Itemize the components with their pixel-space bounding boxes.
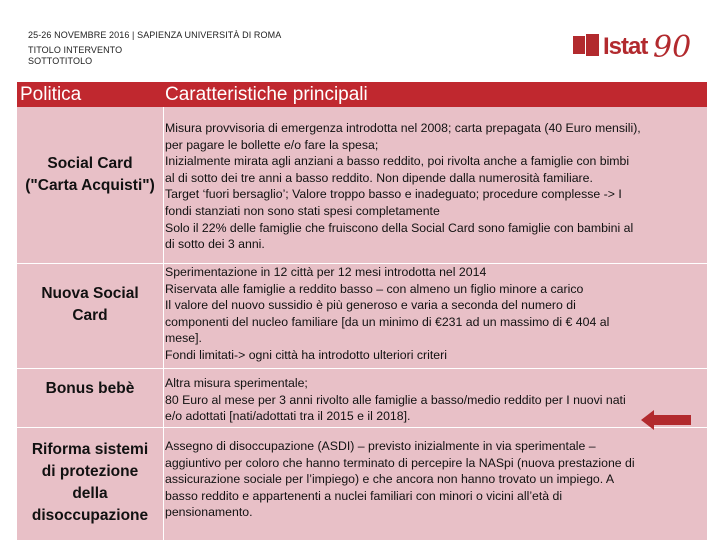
arrow-shape — [641, 410, 691, 430]
desc-line: componenti del nucleo familiare [da un minimo di €231 ad un massimo di € 404 al — [165, 314, 610, 329]
logo-square-small — [573, 36, 585, 54]
desc-line: mese]. — [165, 331, 202, 346]
desc-line: Misura provvisoria di emergenza introdotta nel 2008; carta prepagata (40 Euro mensili), — [165, 121, 641, 135]
policy-desc-bonus-bebe — [165, 375, 706, 425]
desc-line: fondi stanziati non sono stati spesi completamente — [165, 203, 440, 218]
presentation-title: TITOLO INTERVENTO — [28, 45, 123, 55]
logo-square-large — [586, 34, 599, 56]
logo-anniversary: 90 — [653, 30, 692, 65]
policy-desc-riforma — [165, 438, 706, 521]
label-line: Riforma sistemi — [31, 441, 149, 458]
row-divider — [17, 368, 707, 369]
desc-line: per pagare le bollette e/o fare la spesa; — [165, 137, 379, 152]
policy-desc-social-card — [165, 120, 706, 253]
desc-line: Fondi limitati-> ogni città ha introdotto ulteriori criteri — [165, 347, 447, 362]
policy-label-social-card — [17, 153, 163, 197]
desc-line: pensionamento. — [165, 505, 253, 520]
policy-table — [17, 107, 707, 540]
label-line: di protezione — [41, 463, 139, 480]
label-line: ("Carta Acquisti") — [25, 177, 155, 194]
label-line: Bonus bebè — [45, 380, 135, 397]
left-arrow-icon — [641, 410, 691, 430]
policy-label-bonus-bebe — [17, 378, 163, 400]
desc-line: Inizialmente mirata agli anziani a basso reddito, poi rivolta anche a famiglie con bimbi — [165, 154, 630, 169]
policy-label-nuova-social-card — [17, 283, 163, 327]
desc-line: Solo il 22% delle famiglie che fruiscono della Social Card sono famiglie con bambini al — [165, 220, 634, 235]
label-line: Card — [72, 307, 108, 324]
desc-line: Altra misura sperimentale; — [165, 376, 308, 390]
desc-line: Target ‘fuori bersaglio’; Valore troppo basso e inadeguato; procedure complesse -> I — [165, 187, 622, 202]
event-line: 25-26 NOVEMBRE 2016 | SAPIENZA UNIVERSITÀ DI ROMA — [28, 30, 282, 40]
policy-label-riforma — [17, 439, 163, 527]
row-divider — [17, 427, 707, 428]
desc-line: basso reddito e appartenenti a nuclei familiari con minori o vicini all’età di — [165, 488, 563, 503]
desc-line: di sotto dei 3 anni. — [165, 237, 265, 252]
desc-line: Riservata alle famiglie a reddito basso – con almeno un figlio minore a carico — [165, 281, 584, 296]
desc-line: 80 Euro al mese per 3 anni rivolto alle famiglie a basso/medio reddito per I nuovi nati — [165, 392, 626, 407]
desc-line: assicurazione sociale per l’impiego) e che ancora non hanno trovato un impiego. A — [165, 472, 615, 487]
label-line: Nuova Social — [41, 285, 139, 302]
label-line: Social Card — [47, 155, 133, 172]
policy-desc-nuova-social-card — [165, 264, 706, 364]
label-line: della — [72, 485, 108, 502]
header-politica: Politica — [20, 84, 82, 105]
desc-line: e/o adottati [nati/adottati tra il 2015 e il 2018]. — [165, 409, 411, 424]
desc-line: Sperimentazione in 12 città per 12 mesi introdotta nel 2014 — [165, 265, 487, 279]
column-divider — [163, 107, 164, 540]
table-header — [17, 82, 707, 107]
istat-logo — [573, 31, 691, 67]
desc-line: al di sotto dei tre anni a basso reddito. Non dipende dalla numerosità familiare. — [165, 170, 593, 185]
desc-line: Il valore del nuovo sussidio è più generoso e varia a seconda del numero di — [165, 298, 576, 313]
presentation-subtitle: SOTTOTITOLO — [28, 56, 93, 66]
label-line: disoccupazione — [31, 507, 149, 524]
logo-wordmark: Istat — [603, 33, 648, 60]
header-caratteristiche: Caratteristiche principali — [165, 84, 368, 105]
desc-line: Assegno di disoccupazione (ASDI) – previsto inizialmente in via sperimentale – — [165, 439, 596, 453]
desc-line: aggiuntivo per coloro che hanno terminato di percepire la NASpi (nuova prestazione di — [165, 455, 635, 470]
